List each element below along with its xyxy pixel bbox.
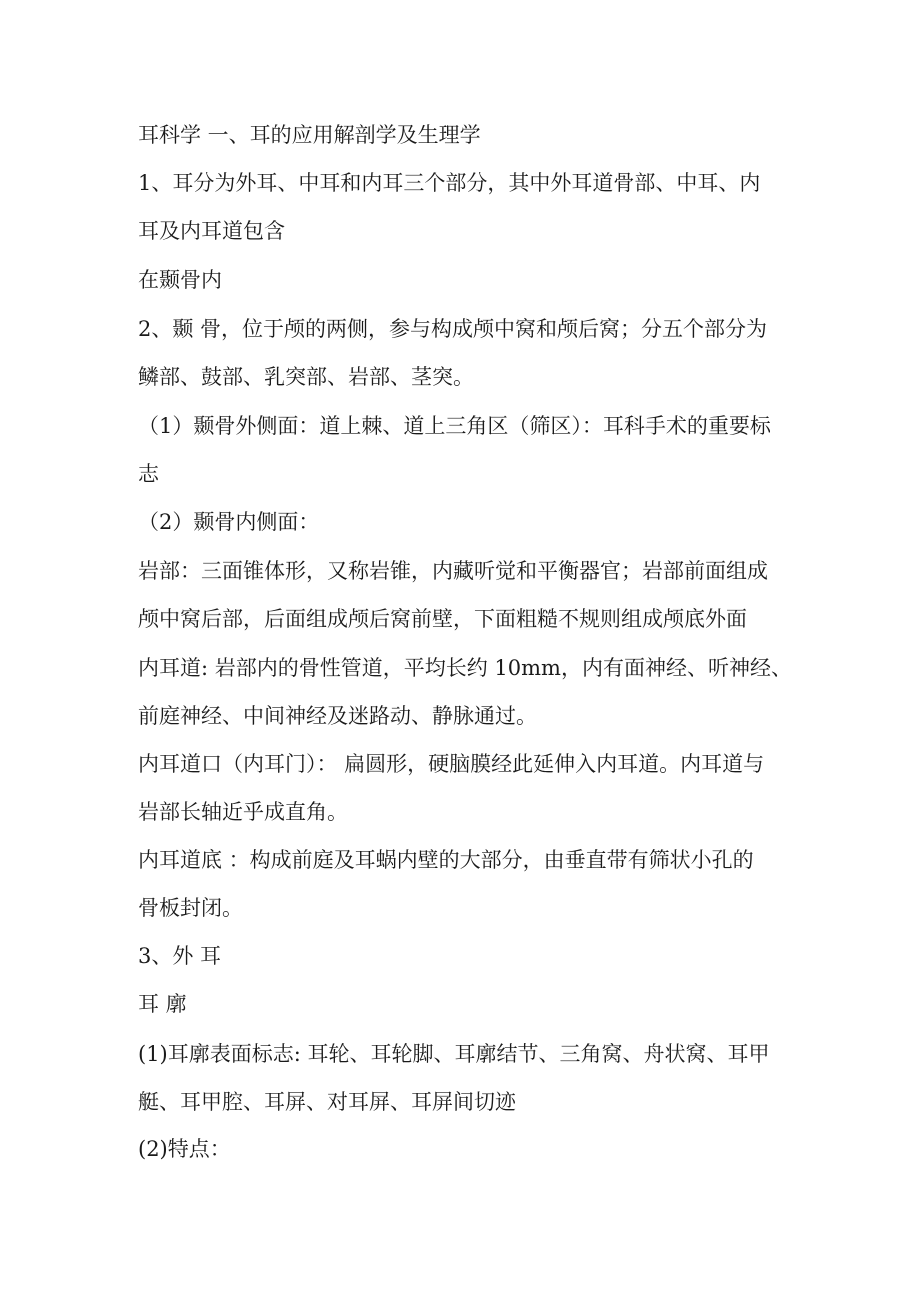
text-line: 志 [138, 462, 159, 486]
text-line: 耳 廓 [138, 992, 187, 1016]
text-line: 耳及内耳道包含 [138, 219, 285, 243]
text-line: 耳科学 一、耳的应用解剖学及生理学 [138, 123, 481, 147]
paragraph-ear-divisions [138, 159, 788, 255]
text-line: 在颞骨内 [138, 268, 222, 292]
paragraph-medial-surface [138, 498, 788, 546]
document-heading [138, 111, 788, 159]
text-line: 岩部长轴近乎成直角。 [138, 800, 348, 824]
paragraph-internal-acoustic-meatus [138, 644, 792, 740]
text-line: 鳞部、鼓部、乳突部、岩部、茎突。 [138, 365, 474, 389]
subheading-auricle [138, 980, 788, 1028]
text-line: 2、颞 骨，位于颅的两侧，参与构成颅中窝和颅后窝；分五个部分为 [138, 317, 768, 341]
paragraph-auricle-landmarks [138, 1030, 788, 1126]
text-line: 内耳道: 岩部内的骨性管道，平均长约 10mm，内有面神经、听神经、 [138, 656, 792, 680]
text-line: 3、外 耳 [138, 944, 222, 968]
text-line: 颅中窝后部，后面组成颅后窝前壁，下面粗糙不规则组成颅底外面 [138, 607, 747, 631]
paragraph-in-temporal-bone [138, 256, 788, 304]
text-line: 艇、耳甲腔、耳屏、对耳屏、耳屏间切迹 [138, 1090, 516, 1114]
paragraph-meatus-opening [138, 740, 788, 836]
text-line: (2)特点： [138, 1137, 231, 1161]
text-line: 前庭神经、中间神经及迷路动、静脉通过。 [138, 704, 537, 728]
section-heading-external-ear [138, 932, 788, 980]
paragraph-meatus-fundus [138, 836, 788, 932]
paragraph-petrous-part [138, 547, 788, 643]
text-line: 岩部：三面锥体形，又称岩锥，内藏听觉和平衡器官；岩部前面组成 [138, 559, 768, 583]
text-line: （2）颞骨内侧面： [138, 510, 320, 534]
paragraph-lateral-surface [138, 402, 788, 498]
text-line: 骨板封闭。 [138, 896, 243, 920]
paragraph-features [138, 1125, 788, 1173]
text-line: 内耳道口（内耳门）： 扁圆形，硬脑膜经此延伸入内耳道。内耳道与 [138, 752, 765, 776]
text-line: 1、耳分为外耳、中耳和内耳三个部分，其中外耳道骨部、中耳、内 [138, 171, 761, 195]
text-line: （1）颞骨外侧面：道上棘、道上三角区（筛区）：耳科手术的重要标 [138, 414, 771, 438]
text-line: (1)耳廓表面标志: 耳轮、耳轮脚、耳廓结节、三角窝、舟状窝、耳甲 [138, 1042, 770, 1066]
text-line: 内耳道底 ：构成前庭及耳蜗内壁的大部分，由垂直带有筛状小孔的 [138, 848, 754, 872]
paragraph-temporal-bone [138, 305, 788, 401]
